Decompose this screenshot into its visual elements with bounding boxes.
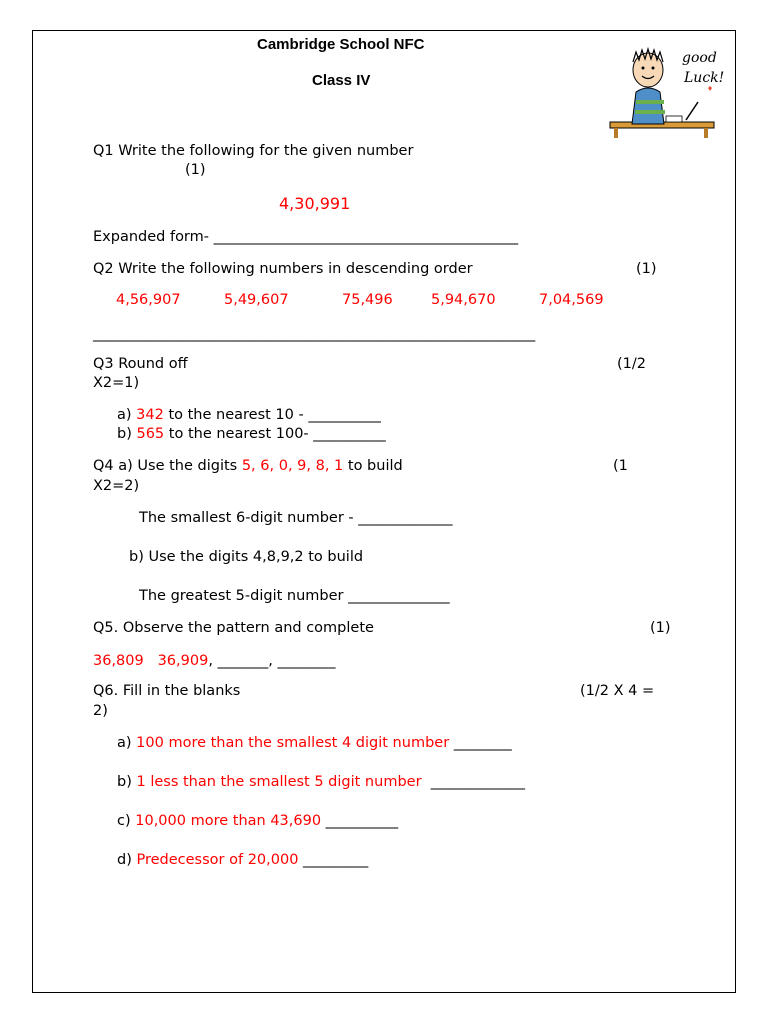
item-label: b) <box>129 549 144 565</box>
q2-number: 7,04,569 <box>539 292 604 308</box>
q5-answer-blanks[interactable]: , _______, ________ <box>208 653 336 669</box>
q4-part-a-answer[interactable]: The smallest 6-digit number - _____________ <box>139 510 453 526</box>
item-label: c) <box>117 813 131 829</box>
item-number: 565 <box>136 426 165 442</box>
q2-number: 4,56,907 <box>116 292 181 308</box>
item-text[interactable]: to the nearest 100- __________ <box>164 426 386 442</box>
item-label: b) <box>117 774 132 790</box>
q3-marks: (1/2 <box>617 356 646 372</box>
q6-item-c <box>117 813 398 829</box>
item-text: 1 less than the smallest 5 digit number <box>136 774 422 790</box>
item-blank[interactable]: _________ <box>298 852 369 868</box>
q6-marks: (1/2 X 4 = <box>580 683 655 699</box>
q6-item-b <box>117 774 525 790</box>
class-title: Class IV <box>312 72 371 89</box>
q4-marks: (1 <box>613 458 628 474</box>
item-label: d) <box>117 852 132 868</box>
q3-item-a <box>117 407 381 423</box>
q5-pattern-numbers: 36,809 36,909 <box>93 653 209 669</box>
q2-number: 5,94,670 <box>431 292 496 308</box>
q3-question: Q3 Round off <box>93 356 188 372</box>
q5-pattern <box>93 653 336 669</box>
q5-question: Q5. Observe the pattern and complete <box>93 620 374 636</box>
q6-item-a <box>117 735 512 751</box>
q2-answer-blank[interactable]: _____________________________________________________________ <box>93 326 536 342</box>
item-number: 342 <box>136 407 164 423</box>
school-name: Cambridge School NFC <box>257 36 425 53</box>
q2-number: 5,49,607 <box>224 292 289 308</box>
good-luck-boy-clipart <box>608 40 725 140</box>
q4-part-b-question <box>129 549 363 565</box>
q4-marks-cont: X2=2) <box>93 478 140 494</box>
item-blank[interactable]: __________ <box>321 813 399 829</box>
item-text[interactable]: to the nearest 10 - __________ <box>163 407 381 423</box>
q6-question: Q6. Fill in the blanks <box>93 683 241 699</box>
q6-item-d <box>117 852 368 868</box>
q1-question: Q1 Write the following for the given number <box>93 143 414 159</box>
q3-item-b <box>117 426 386 442</box>
svg-text:Luck!: Luck! <box>684 70 725 86</box>
item-text: Predecessor of 20,000 <box>136 852 299 868</box>
item-label: a) <box>117 735 132 751</box>
item-text: Use the digits 4,8,9,2 to build <box>148 549 364 565</box>
svg-text:good: good <box>682 50 717 66</box>
q6-marks-cont: 2) <box>93 703 108 719</box>
q1-prompt: Expanded form- <box>93 229 214 245</box>
q2-question: Q2 Write the following numbers in descending order <box>93 261 473 277</box>
item-text: 100 more than the smallest 4 digit number <box>136 735 450 751</box>
q4-prefix: Q4 a) Use the digits <box>93 458 242 474</box>
q2-marks: (1) <box>636 261 657 277</box>
q1-answer-blank[interactable]: __________________________________________ <box>213 229 519 245</box>
item-text: 10,000 more than 43,690 <box>135 813 322 829</box>
item-blank[interactable]: _____________ <box>421 774 525 790</box>
q4-question <box>93 458 403 474</box>
q4-digits: 5, 6, 0, 9, 8, 1 <box>241 458 344 474</box>
q2-number: 75,496 <box>342 292 393 308</box>
q1-expanded-form <box>93 229 518 245</box>
q5-marks: (1) <box>650 620 671 636</box>
item-label: b) <box>117 426 132 442</box>
item-blank[interactable]: ________ <box>449 735 512 751</box>
q4-suffix: to build <box>343 458 403 474</box>
q4-part-b-answer[interactable]: The greatest 5-digit number ______________ <box>139 588 450 604</box>
q3-marks-cont: X2=1) <box>93 375 140 391</box>
q1-marks: (1) <box>185 162 206 178</box>
q1-number: 4,30,991 <box>279 194 351 213</box>
item-label: a) <box>117 407 132 423</box>
